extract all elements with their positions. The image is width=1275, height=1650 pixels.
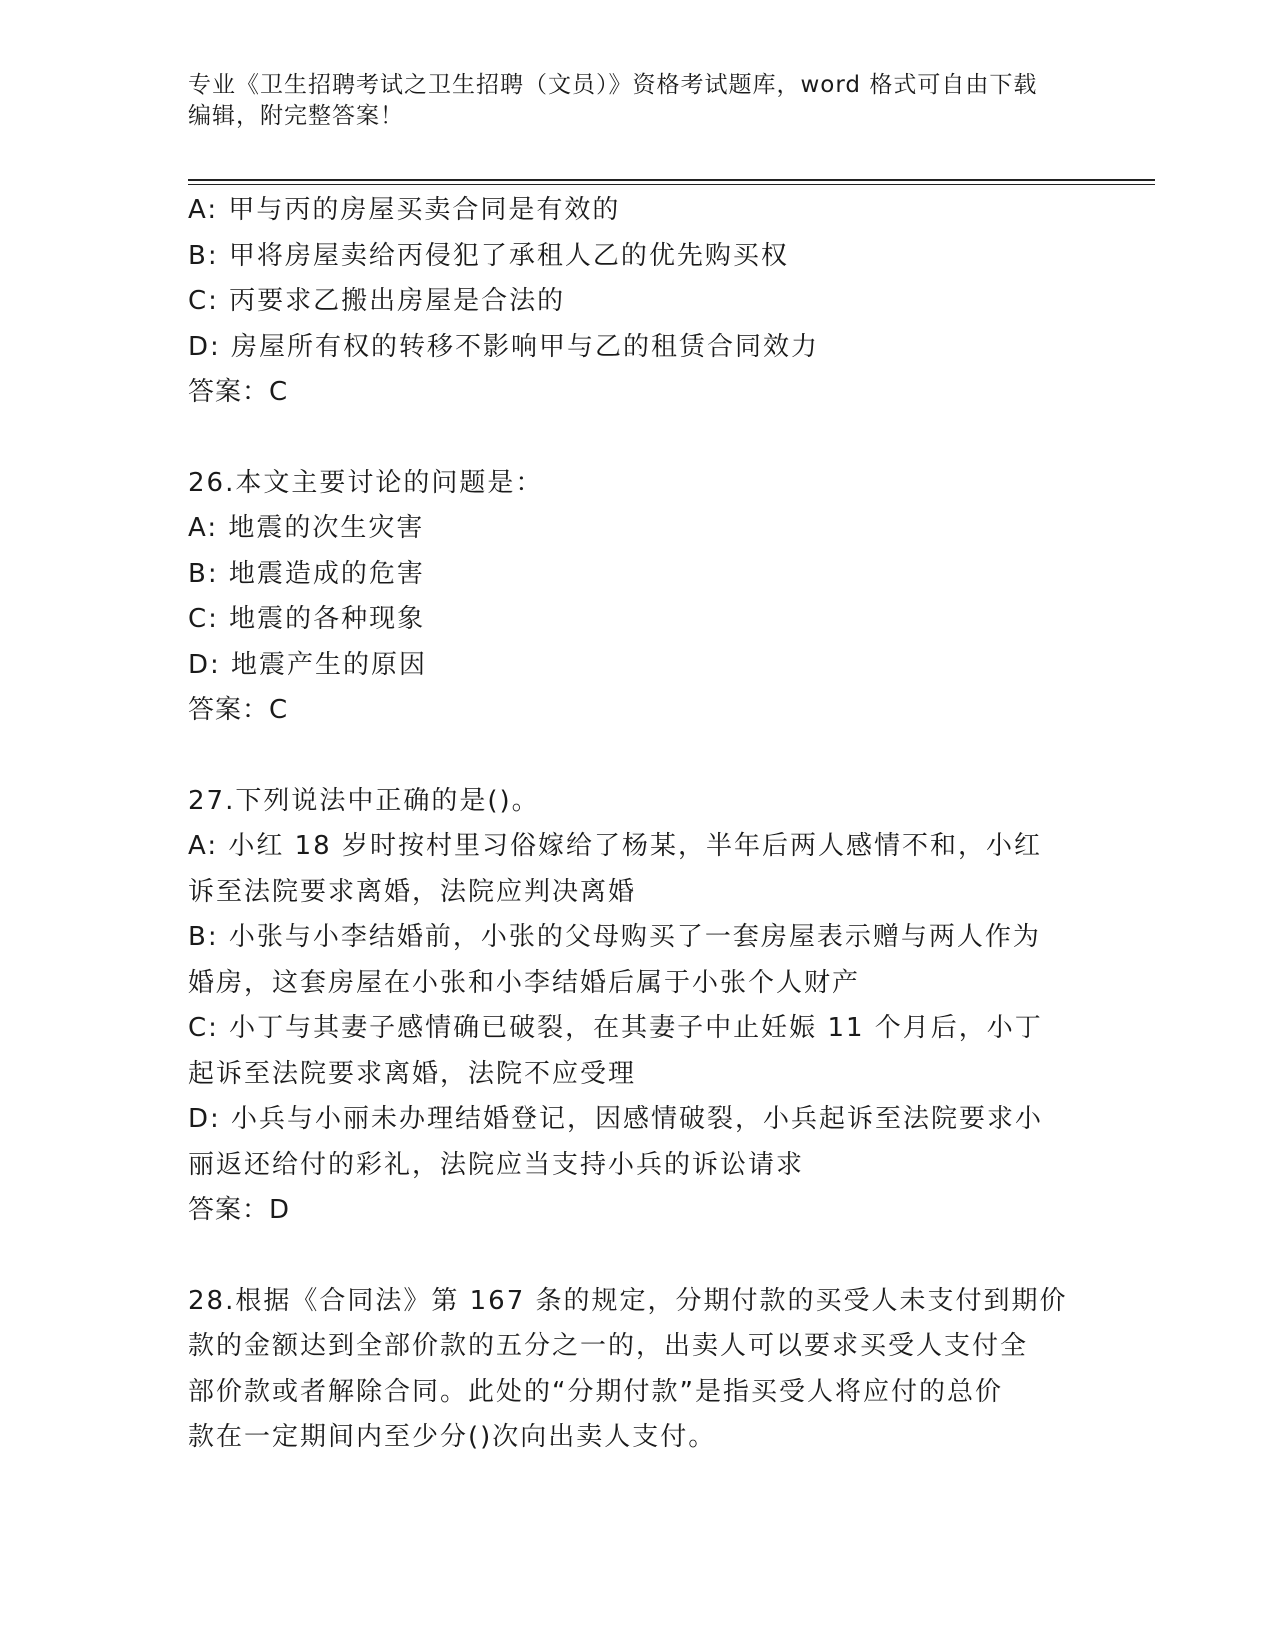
option-c: C: 丙要求乙搬出房屋是合法的 [188,286,566,316]
question-text-line-3: 部价款或者解除合同。此处的“分期付款”是指买受人将应付的总价 [188,1376,1003,1407]
option-a-line-2: 诉至法院要求离婚，法院应判决离婚 [188,876,637,907]
option-d-line-2: 丽返还给付的彩礼，法院应当支持小兵的诉讼请求 [188,1149,805,1180]
spacer [188,416,1068,461]
option-d: D: 房屋所有权的转移不影响甲与乙的租赁合同效力 [188,331,820,362]
question-text-line-2: 款的金额达到全部价款的五分之一的，出卖人可以要求买受人支付全 [188,1331,1029,1361]
question-28 [188,1279,1068,1461]
answer-label: 答案：C [188,695,289,725]
document-header [188,70,1068,132]
option-c: C: 地震的各种现象 [188,604,426,634]
option-b: B: 地震造成的危害 [188,558,425,589]
option-d: D: 地震产生的原因 [188,649,428,680]
option-d-line-1: D: 小兵与小丽未办理结婚登记，因感情破裂，小兵起诉至法院要求小 [188,1104,1044,1134]
option-a-line-1: A: 小红 18 岁时按村里习俗嫁给了杨某，半年后两人感情不和，小红 [188,831,1042,861]
question-text: 26.本文主要讨论的问题是： [188,467,544,498]
header-divider-thick [188,179,1155,181]
question-content [188,188,1068,1461]
question-text-line-1: 28.根据《合同法》第 167 条的规定，分期付款的买受人未支付到期价 [188,1285,1068,1316]
option-b: B: 甲将房屋卖给丙侵犯了承租人乙的优先购买权 [188,240,789,271]
header-title-line-2: 编辑，附完整答案！ [188,103,404,129]
option-b-line-2: 婚房，这套房屋在小张和小李结婚后属于小张个人财产 [188,967,861,998]
question-27 [188,779,1068,1234]
option-c-line-2: 起诉至法院要求离婚，法院不应受理 [188,1058,637,1089]
question-text: 27.下列说法中正确的是()。 [188,785,540,816]
answer-label: 答案：D [188,1195,291,1225]
spacer [188,1234,1068,1279]
option-b-line-1: B: 小张与小李结婚前，小张的父母购买了一套房屋表示赠与两人作为 [188,922,1041,952]
question-25 [188,188,1068,416]
answer-label: 答案：C [188,377,289,407]
header-divider-thin [188,184,1155,185]
spacer [188,734,1068,779]
question-26 [188,461,1068,734]
question-text-line-4: 款在一定期间内至少分()次向出卖人支付。 [188,1422,717,1452]
option-c-line-1: C: 小丁与其妻子感情确已破裂，在其妻子中止妊娠 11 个月后，小丁 [188,1013,1043,1043]
option-a: A: 甲与丙的房屋买卖合同是有效的 [188,195,621,225]
header-title-line-1: 专业《卫生招聘考试之卫生招聘（文员）》资格考试题库，word 格式可自由下载 [188,72,1038,98]
option-a: A: 地震的次生灾害 [188,513,425,543]
